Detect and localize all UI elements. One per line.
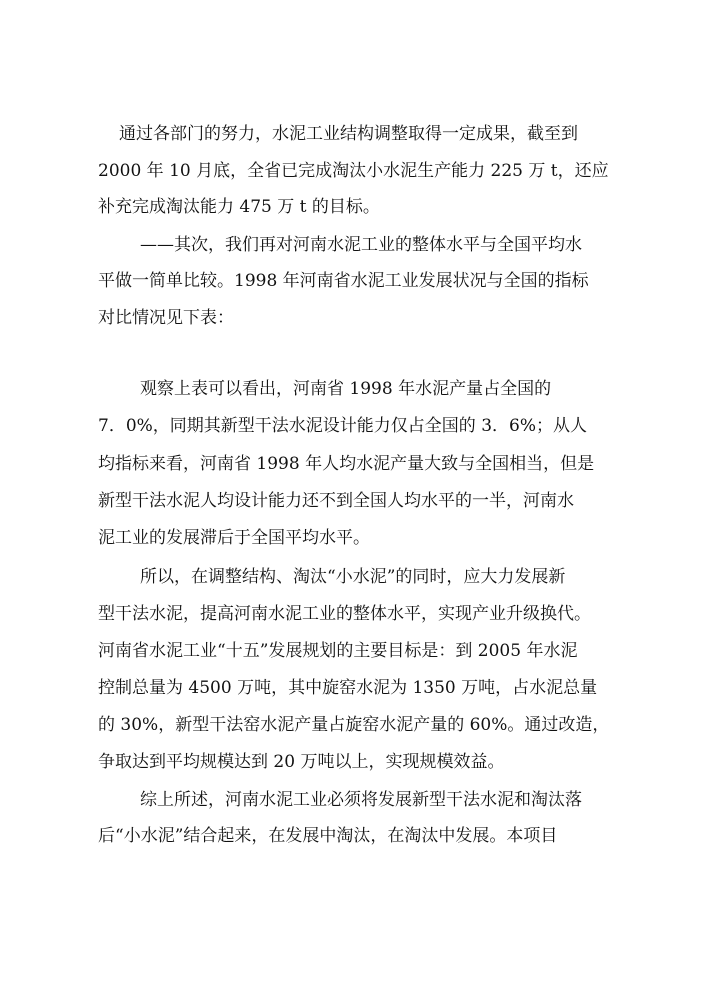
paragraph-3-line-3: 均指标来看，河南省 1998 年人均水泥产量大致与全国相当，但是 xyxy=(98,454,595,474)
paragraph-3-line-2: 7．0%，同期其新型干法水泥设计能力仅占全国的 3．6%；从人 xyxy=(98,416,587,436)
paragraph-3-line-4: 新型干法水泥人均设计能力还不到全国人均水平的一半，河南水 xyxy=(98,491,574,511)
paragraph-4-line-2: 型干法水泥，提高河南水泥工业的整体水平，实现产业升级换代。 xyxy=(98,604,591,624)
paragraph-4-line-6: 争取达到平均规模达到 20 万吨以上，实现规模效益。 xyxy=(98,752,505,772)
paragraph-5-line-2: 后“小水泥”结合起来，在发展中淘汰，在淘汰中发展。本项目 xyxy=(98,826,558,846)
paragraph-1-line-1: 通过各部门的努力，水泥工业结构调整取得一定成果，截至到 xyxy=(119,124,578,144)
paragraph-4-line-3: 河南省水泥工业“十五”发展规划的主要目标是：到 2005 年水泥 xyxy=(98,641,578,661)
paragraph-1-line-2: 2000 年 10 月底，全省已完成淘汰小水泥生产能力 225 万 t，还应 xyxy=(98,161,609,181)
paragraph-2-line-3: 对比情况见下表： xyxy=(98,308,234,328)
paragraph-4-line-1: 所以，在调整结构、淘汰“小水泥”的同时，应大力发展新 xyxy=(140,567,566,587)
paragraph-4-line-5: 的 30%，新型干法窑水泥产量占旋窑水泥产量的 60%。通过改造， xyxy=(98,715,610,735)
paragraph-3-line-5: 泥工业的发展滞后于全国平均水平。 xyxy=(98,528,370,548)
paragraph-5-line-1: 综上所述，河南水泥工业必须将发展新型干法水泥和淘汰落 xyxy=(140,790,582,810)
paragraph-2-line-2: 平做一简单比较。1998 年河南省水泥工业发展状况与全国的指标 xyxy=(98,271,589,291)
paragraph-1-line-3: 补充完成淘汰能力 475 万 t 的目标。 xyxy=(98,197,380,217)
paragraph-4-line-4: 控制总量为 4500 万吨，其中旋窑水泥为 1350 万吨，占水泥总量 xyxy=(98,678,598,698)
paragraph-3-line-1: 观察上表可以看出，河南省 1998 年水泥产量占全国的 xyxy=(140,379,552,399)
paragraph-2-line-1: ——其次，我们再对河南水泥工业的整体水平与全国平均水 xyxy=(140,235,582,255)
